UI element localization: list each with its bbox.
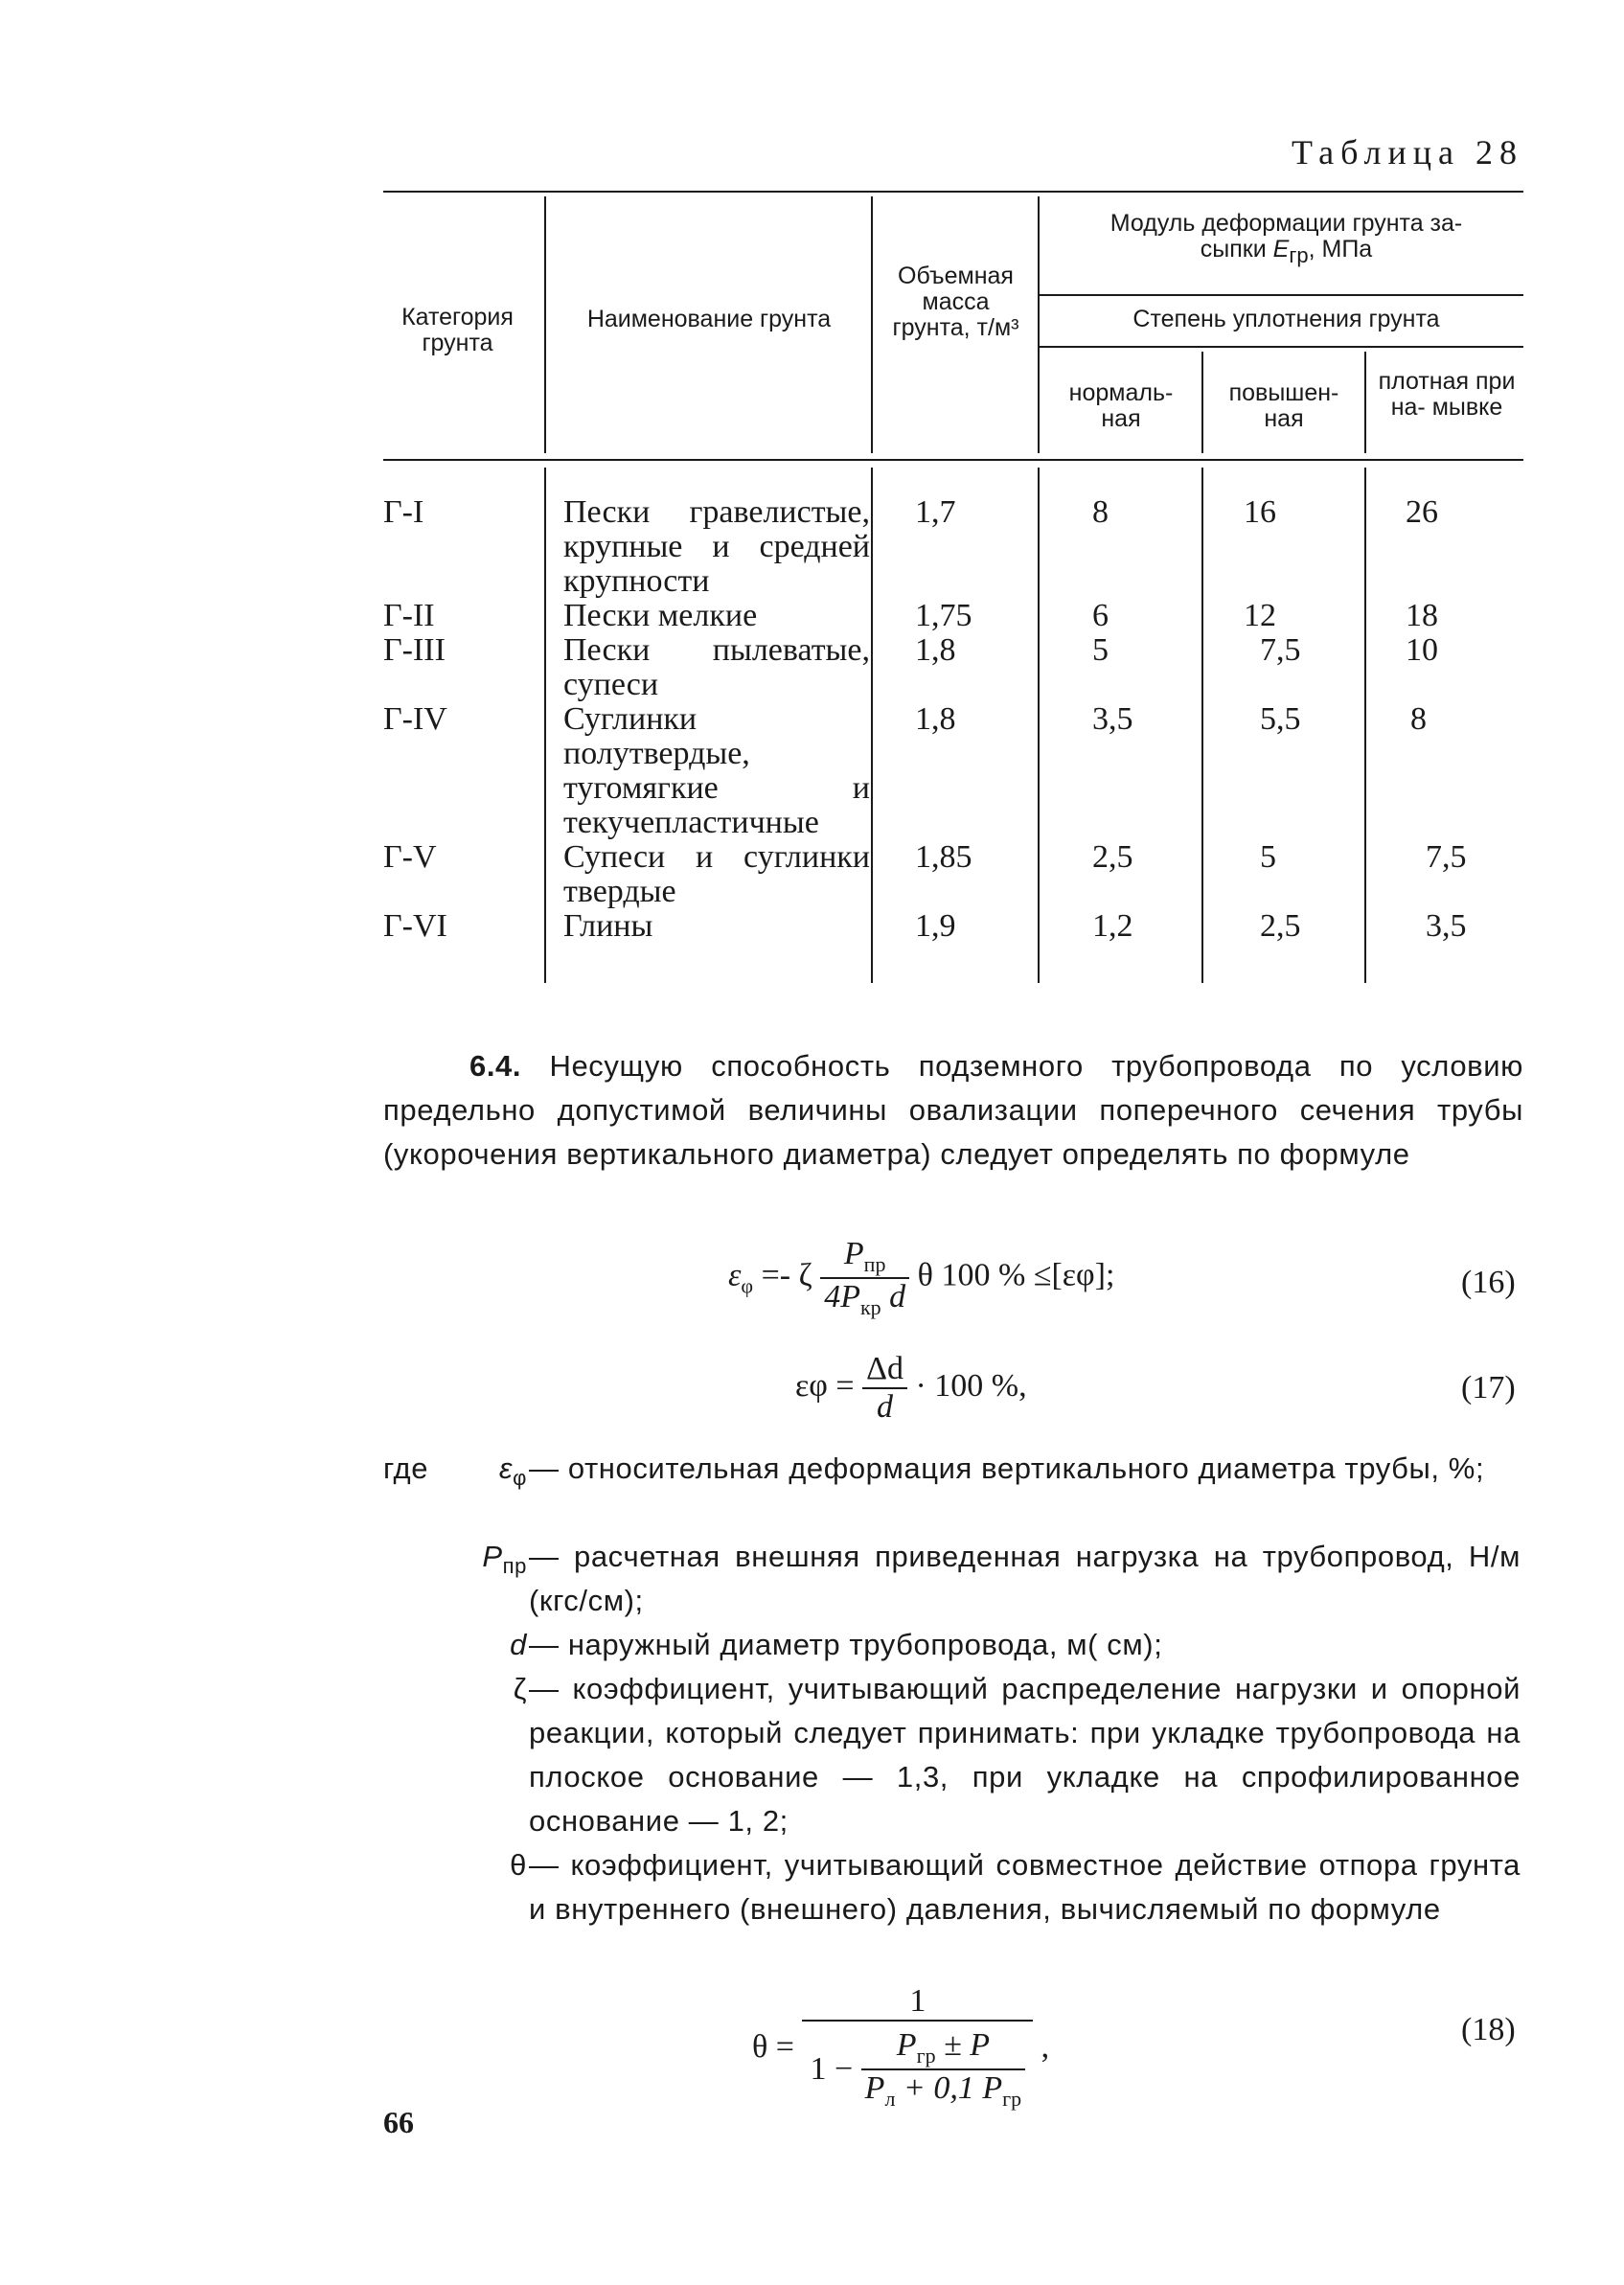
f16-den-sub: кр [859, 1294, 881, 1319]
f17-number: (17) [1461, 1370, 1516, 1405]
header-modulus [1049, 211, 1523, 268]
row1-category: Г-I [383, 494, 424, 530]
row3-density: 1,8 [915, 632, 956, 668]
row3-category: Г-III [383, 632, 446, 668]
row4-normal: 3,5 [1092, 701, 1133, 737]
row6-increased: 2,5 [1260, 908, 1301, 944]
table-col-rule-5 [1364, 352, 1366, 453]
row6-dense: 3,5 [1426, 908, 1467, 944]
f18-one-minus: 1 − [810, 2050, 854, 2087]
def1-symbol-main: ε [498, 1451, 514, 1485]
row5-density: 1,85 [915, 839, 972, 875]
row4-dense: 8 [1410, 701, 1427, 737]
row6-density: 1,9 [915, 908, 956, 944]
def2-symbol-main: P [482, 1540, 503, 1573]
f17-numerator: Δd [866, 1351, 903, 1386]
row5-normal: 2,5 [1092, 839, 1133, 875]
section-paragraph [383, 1044, 1523, 1177]
table-rule-compaction [1040, 346, 1523, 348]
row3-increased: 7,5 [1260, 632, 1301, 668]
f18-iden-sub: л [884, 2086, 896, 2111]
row3-dense: 10 [1406, 632, 1438, 668]
def3-symbol-main: d [510, 1628, 527, 1661]
f18-tail: , [1041, 2028, 1050, 2065]
formula-18 [752, 1983, 1049, 2112]
f16-denominator [820, 1277, 909, 1320]
f18-lhs: θ = [752, 2028, 794, 2065]
row4-increased: 5,5 [1260, 701, 1301, 737]
f16-lhs-sub: φ [741, 1273, 754, 1298]
f18-inum-rest: ± P [935, 2027, 991, 2063]
f16-lhs: ε [728, 1257, 742, 1293]
row6-category: Г-VI [383, 908, 447, 944]
row2-increased: 12 [1244, 598, 1276, 633]
def2-text: — расчетная внешняя приведенная нагрузка на трубопровод, Н/м (кгс/см); [529, 1540, 1521, 1617]
table-col-rule-1 [544, 196, 546, 453]
header-density: Объемная масса грунта, т/м³ [892, 263, 1019, 341]
f18-fraction [802, 1983, 1033, 2112]
row1-density: 1,7 [915, 494, 956, 530]
f16-num-symbol: P [843, 1236, 864, 1271]
table-caption: Таблица 28 [1292, 133, 1523, 171]
def4-text: — коэффициент, учитывающий распределение нагрузки и опорной реакции, который следует принимать: при укладке трубопровода на плоское основание — 1,3, при укладке на спрофилированное основание — 1, 2; [529, 1672, 1521, 1838]
def1-text: — относительная деформация вертикального диаметра трубы, %; [529, 1451, 1485, 1485]
table-top-rule [383, 191, 1523, 193]
def4-symbol [383, 1667, 527, 1711]
f17-lhs: εφ = [795, 1367, 855, 1404]
page-number: 66 [383, 2105, 414, 2139]
row3-name: Пески пылеватые, супеси [563, 632, 870, 702]
formula-17 [795, 1351, 1027, 1426]
f16-fraction [820, 1236, 909, 1320]
row6-normal: 1,2 [1092, 908, 1133, 944]
f17-fraction [862, 1351, 907, 1426]
row2-name: Пески мелкие [563, 598, 758, 633]
f18-inum-p: P [896, 2027, 917, 2063]
f17-tail: · 100 %, [915, 1367, 1027, 1404]
f18-inner-fraction [861, 2027, 1026, 2112]
f18-iden-p: P [864, 2069, 885, 2106]
row1-name: Пески гравелистые, крупные и средней крупности [563, 494, 870, 599]
row1-dense: 26 [1406, 494, 1438, 530]
definitions-list [383, 1447, 1523, 1983]
table-col-rule-4 [1201, 352, 1203, 453]
f18-denominator [802, 2020, 1033, 2112]
row1-increased: 16 [1244, 494, 1276, 530]
def1-symbol-sub: φ [513, 1466, 527, 1491]
table-col-rule-3b [1038, 468, 1040, 983]
def5-text: — коэффициент, учитывающий совместное действие отпора грунта и внутреннего (внешнего) давления, вычисляемый по формуле [529, 1848, 1521, 1926]
table-col-rule-1b [544, 468, 546, 983]
f16-number: (16) [1461, 1265, 1516, 1300]
f18-iden-sub2: гр [1002, 2086, 1022, 2111]
header-compaction: Степень уплотнения грунта [1132, 306, 1440, 332]
f18-inum-sub: гр [916, 2043, 936, 2068]
header-normal: нормаль- ная [1068, 379, 1174, 432]
row3-normal: 5 [1092, 632, 1109, 668]
table-col-rule-2 [871, 196, 873, 453]
table-rule-modulus [1040, 294, 1523, 296]
def5-symbol-main: θ [510, 1848, 527, 1882]
f16-eq: =- [761, 1257, 791, 1293]
f16-num-sub: пр [863, 1251, 886, 1276]
row2-density: 1,75 [915, 598, 972, 633]
f17-denominator [862, 1387, 907, 1426]
def4-symbol-main: ζ [513, 1672, 527, 1705]
table-header-bottom-rule [383, 459, 1523, 461]
header-modulus-symbol: E [1272, 236, 1290, 263]
f16-numerator [820, 1236, 909, 1277]
def1-symbol [383, 1447, 527, 1500]
row4-density: 1,8 [915, 701, 956, 737]
row5-name: Супеси и суглинки твердые [563, 839, 870, 909]
header-modulus-line1: Модуль деформации грунта за- [1109, 210, 1463, 237]
row6-name: Глины [563, 908, 653, 944]
header-category: Категория грунта [401, 304, 514, 356]
row4-name: Суглинки полутвердые, тугомягкие и текучепластичные [563, 701, 870, 840]
f18-number: (18) [1461, 2012, 1516, 2047]
header-increased: повышен- ная [1228, 379, 1339, 432]
f16-den-d: d [881, 1278, 906, 1314]
row5-category: Г-V [383, 839, 437, 875]
table-col-rule-2b [871, 468, 873, 983]
table-col-rule-5b [1364, 468, 1366, 983]
table-col-rule-3 [1038, 196, 1040, 453]
row5-increased: 5 [1260, 839, 1276, 875]
header-modulus-sub: гр [1289, 243, 1309, 267]
section-text: Несущую способность подземного трубопровода по условию предельно допустимой величины овализации поперечного сечения трубы (укорочения вертикального диаметра) следует определять по формуле [383, 1049, 1523, 1171]
header-modulus-line2b: , МПа [1308, 236, 1373, 263]
row4-category: Г-IV [383, 701, 447, 737]
f18-inner-numerator [861, 2027, 1026, 2068]
f16-tail: θ 100 % ≤[εφ]; [917, 1257, 1115, 1293]
f18-numerator: 1 [909, 1983, 926, 2019]
header-modulus-line2a: сыпки [1200, 236, 1273, 263]
row2-normal: 6 [1092, 598, 1109, 633]
def5-symbol [383, 1843, 527, 1887]
f18-inner-denominator [861, 2068, 1026, 2112]
f18-iden-rest: + 0,1 P [895, 2069, 1003, 2106]
header-dense: плотная при на- мывке [1378, 368, 1516, 421]
table-col-rule-4b [1201, 468, 1203, 983]
row1-normal: 8 [1092, 494, 1109, 530]
where-label: где [383, 1451, 429, 1485]
f16-den-symbol: 4P [824, 1278, 860, 1314]
section-number: 6.4. [469, 1049, 522, 1083]
formula-16 [728, 1236, 1114, 1320]
row2-dense: 18 [1406, 598, 1438, 633]
header-name: Наименование грунта [586, 306, 832, 332]
def2-symbol-sub: пр [502, 1554, 527, 1579]
def3-text: — наружный диаметр трубопровода, м( см); [529, 1628, 1163, 1661]
f16-zeta: ζ [798, 1257, 812, 1293]
def2-symbol [383, 1535, 527, 1588]
row2-category: Г-II [383, 598, 435, 633]
f17-den-d: d [877, 1389, 894, 1425]
row5-dense: 7,5 [1426, 839, 1467, 875]
